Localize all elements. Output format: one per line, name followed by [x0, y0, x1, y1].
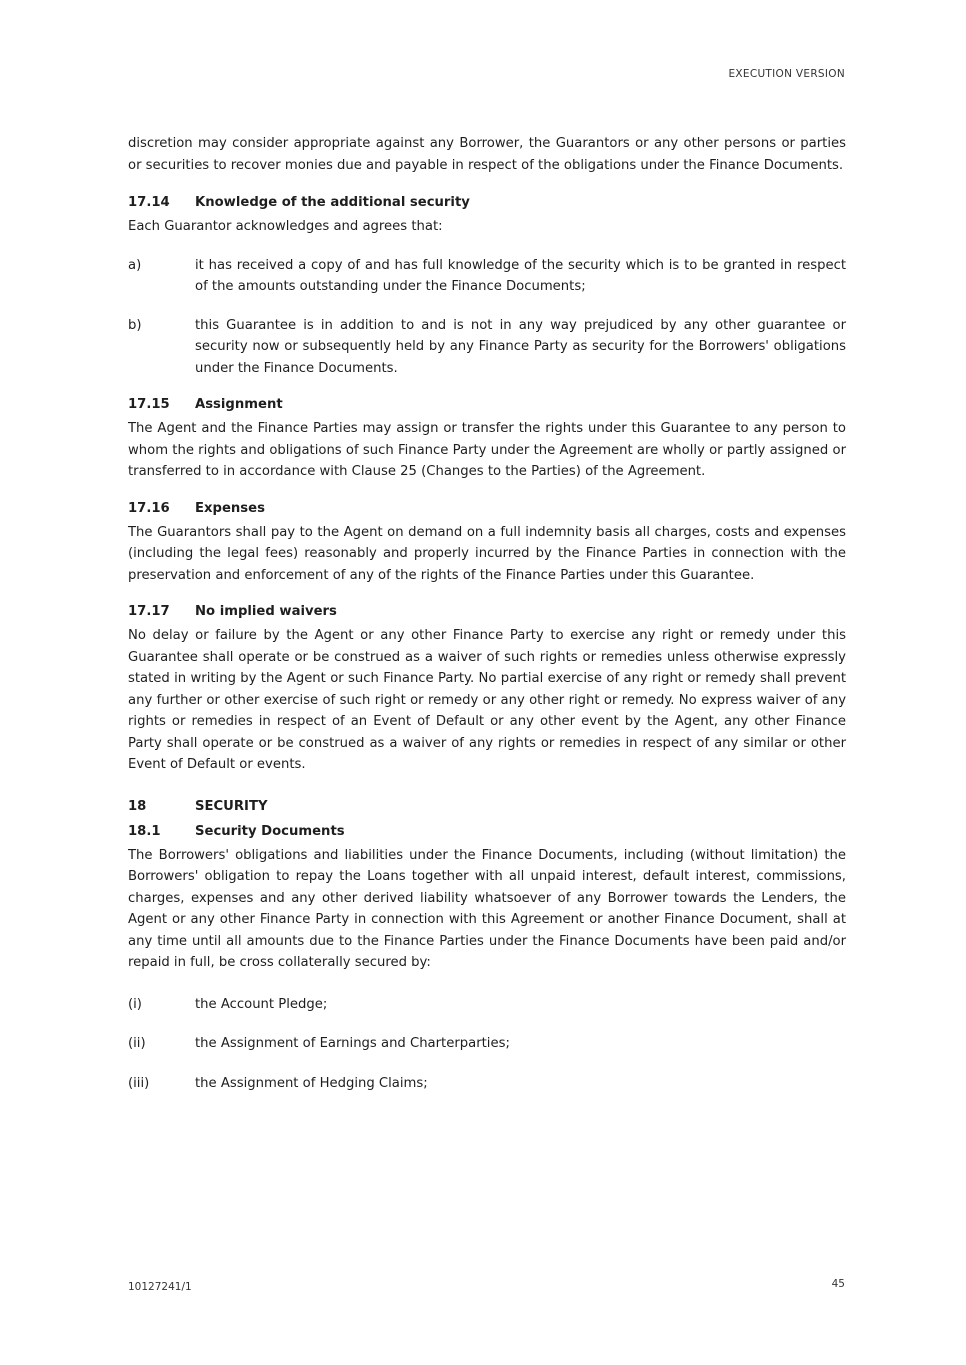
section-paragraph: The Agent and the Finance Parties may assign or transfer the rights under this Guarantee to any person to whom the rights and obligations of such Finance Party under the Agreement are wholly or partly assigned or transferred to in accordance with Clause 25 (Changes to the Parties) of the Agreement.	[128, 421, 846, 479]
section-heading-17-14	[128, 193, 846, 213]
clause-heading-18	[128, 797, 846, 817]
document-reference: 10127241/1	[128, 1281, 192, 1293]
section-number: 17.15	[128, 397, 170, 412]
list-item	[128, 1033, 846, 1055]
list-item	[128, 1073, 846, 1095]
page-number: 45	[831, 1278, 845, 1290]
list-text: the Assignment of Hedging Claims;	[195, 1075, 428, 1091]
section-title: Security Documents	[195, 823, 345, 839]
section-heading-18-1	[128, 822, 846, 842]
list-text: the Assignment of Earnings and Charterparties;	[195, 1036, 510, 1051]
list-item	[128, 994, 846, 1016]
section-number: 18	[128, 798, 147, 814]
list-item	[128, 255, 846, 298]
section-heading-17-16	[128, 499, 846, 519]
section-title: Expenses	[195, 500, 265, 516]
section-number: 17.17	[128, 604, 170, 619]
list-marker: (ii)	[128, 1036, 146, 1051]
list-marker: a)	[128, 257, 142, 273]
section-title: Assignment	[195, 397, 283, 412]
section-heading-17-15	[128, 395, 846, 415]
list-marker: (i)	[128, 996, 142, 1012]
section-lead: Each Guarantor acknowledges and agrees that:	[128, 219, 443, 234]
section-number: 17.16	[128, 500, 170, 516]
list-item	[128, 315, 846, 380]
section-number: 18.1	[128, 823, 161, 839]
list-text: the Account Pledge;	[195, 996, 328, 1012]
list-marker: (iii)	[128, 1075, 150, 1091]
section-title: Knowledge of the additional security	[195, 195, 470, 210]
section-heading-17-17	[128, 602, 846, 622]
list-text: it has received a copy of and has full knowledge of the security which is to be granted in respect of the amounts outstanding under the Finance Documents;	[195, 257, 846, 294]
intro-paragraph: discretion may consider appropriate against any Borrower, the Guarantors or any other persons or parties or securities to recover monies due and payable in respect of the obligations under the Finance Documents.	[128, 136, 846, 173]
section-paragraph: The Borrowers' obligations and liabilities under the Finance Documents, including (without limitation) the Borrowers' obligation to repay the Loans together with all unpaid interest, default interest, commissions, charges, expenses and any other derived liability whatsoever of any Borrower towards the Lenders, the Agent or any other Finance Party in connection with this Agreement or another Finance Document, shall at any time until all amounts due to the Finance Parties under the Finance Documents have been paid and/or repaid in full, be cross collaterally secured by:	[128, 847, 846, 970]
document-body	[128, 133, 846, 1094]
section-paragraph: The Guarantors shall pay to the Agent on demand on a full indemnity basis all charges, costs and expenses (including the legal fees) reasonably and properly incurred by the Finance Parties in connection with the preservation and enforcement of any of the rights of the Finance Parties under this Guarantee.	[128, 524, 846, 583]
list-text: this Guarantee is in addition to and is not in any way prejudiced by any other guarantee or security now or subsequently held by any Finance Party as security for the Borrowers' obligations under the Finance Documents.	[195, 317, 846, 376]
list-marker: b)	[128, 317, 142, 333]
section-number: 17.14	[128, 195, 170, 210]
section-paragraph: No delay or failure by the Agent or any other Finance Party to exercise any right or remedy under this Guarantee shall operate or be construed as a waiver of such rights or remedies unless otherwise expressly stated in writing by the Agent or such Finance Party. No partial exercise of any right or remedy shall prevent any further or other exercise of such right or remedy or any other right or remedy. No express waiver of any rights or remedies in respect of an Event of Default or any other event by the Agent, any other Finance Party shall operate or be construed as a waiver of any rights or remedies in respect of any similar or other Event of Default or events.	[128, 628, 846, 772]
version-header: EXECUTION VERSION	[728, 68, 845, 80]
section-title: No implied waivers	[195, 604, 337, 619]
section-title: SECURITY	[195, 798, 268, 814]
